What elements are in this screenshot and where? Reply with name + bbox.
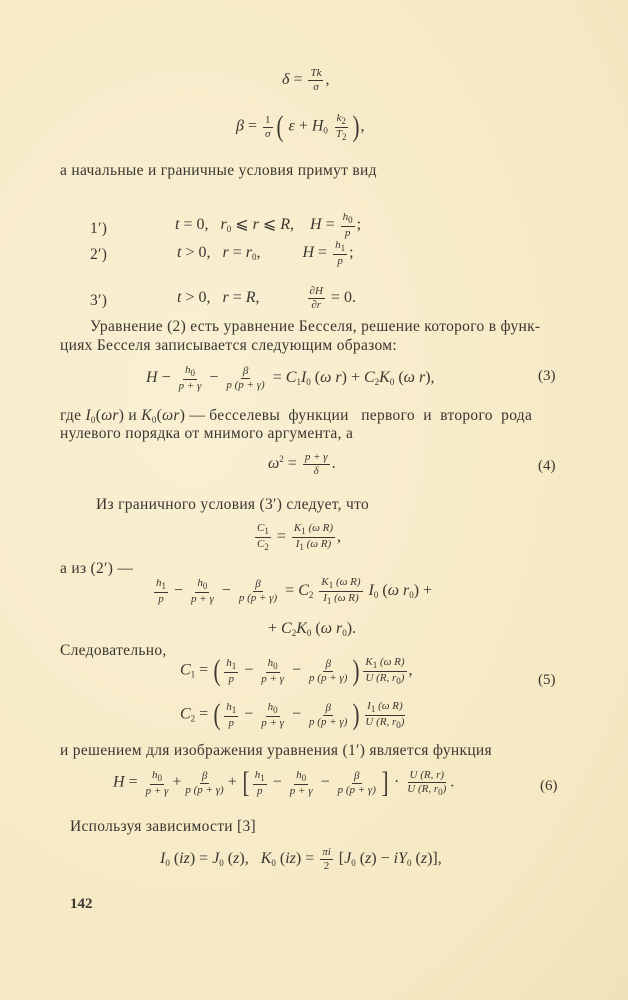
paragraph-boundary: Из граничного условия (3′) следует, что (96, 496, 370, 513)
paragraph-where-line2: нулевого порядка от мнимого аргумента, а (60, 425, 354, 442)
condition-label-3: 3′) (90, 292, 108, 309)
paragraph-solution: и решением для изображения уравнения (1′) является функция (60, 742, 492, 759)
paragraph-where-line1: где $I_0(\omega r)$ и $K_0(\omega r)$ — бесселевы функции первого и второго рода (60, 407, 533, 425)
equation-5-c2: $C_2$ = ( $\frac{h_1}{p}$ − $\frac{h_0}{p + \gamma}$ − $\frac{\beta}{p (p + \gamma)}$ ) $\frac{I_1 (\omega R)}{U (R, r_0)}$ (180, 698, 405, 731)
equation-delta: δ = $\frac{Tk}{\sigma}$ , (282, 67, 330, 93)
paragraph-intro-conditions: а начальные и граничные условия примут вид (60, 162, 377, 179)
paragraph-bessel-line1: Уравнение (2) есть уравнение Бесселя, решение которого в функ- (90, 318, 541, 335)
condition-1: t = 0, $r_0$ ⩽ r ⩽ R, H = $\frac{h_0}{p}$ ; (175, 211, 362, 239)
equation-number-3: (3) (538, 368, 556, 384)
paragraph-consequently: Следовательно, (60, 642, 167, 659)
equation-number-5: (5) (538, 672, 556, 688)
equation-bessel-relations: $I_0$ $(iz) = J_0$ (z), $K_0$ (iz) = $\frac{\pi i}{2}$ [$J_0$ $(z) - iY_0$ (z)], (160, 846, 442, 872)
equation-beta: β = $\frac{1}{\sigma}$ ( $\varepsilon + H_0$ $\frac{k_2}{T_2}$ ), (236, 110, 365, 143)
equation-5-c1: $C_1$ = ( $\frac{h_1}{p}$ − $\frac{h_0}{p + \gamma}$ − $\frac{\beta}{p (p + \gamma)}$ ) $\frac{K_1 (\omega R)}{U (R, r_0)}$ , (180, 654, 413, 687)
condition-3: t > 0, r = R, $\frac{\partial H}{\partial r}$ = 0. (177, 285, 356, 311)
equation-ratio: $\frac{C_1}{C_2}$ = $\frac{K_1 (\omega R)}{I_1 (\omega R)}$ , (257, 522, 342, 552)
condition-label-2: 2′) (90, 246, 108, 263)
condition-label-1: 1′) (90, 220, 108, 237)
page-number: 142 (70, 896, 93, 912)
equation-from2-line2: + $C_2K_0$ (ω $r_0$). (268, 620, 357, 638)
equation-6: H = $\frac{h_0}{p + \gamma}$ + $\frac{\beta}{p (p + \gamma)}$ + [ $\frac{h_1}{p}$ − $\frac{h_0}{p + \gamma}$ − $\frac{\beta}{p (p + \gamma)}$ ] · $\frac{U (R, r)}{U (R, r_0)}$ . (113, 766, 455, 799)
equation-number-4: (4) (538, 458, 556, 474)
equation-number-6: (6) (540, 778, 558, 794)
paragraph-using: Используя зависимости [3] (70, 818, 257, 835)
condition-2: t > 0, $r = r_0$, H = $\frac{h_1}{p}$ ; (177, 239, 354, 267)
paragraph-from2: а из (2′) — (60, 560, 134, 577)
paragraph-bessel-line2: циях Бесселя записывается следующим образом: (60, 337, 397, 354)
equation-from2-line1: $\frac{h_1}{p}$ − $\frac{h_0}{p + \gamma}$ − $\frac{\beta}{p (p + \gamma)}$ = $C_2$ $\frac{K_1 (\omega R)}{I_1 (\omega R)}$ $I_0$ (ω $r_0$) + (156, 576, 433, 606)
equation-4: $\omega^2$ = $\frac{p + \gamma}{\delta}$ . (268, 451, 336, 477)
equation-3: H − $\frac{h_0}{p + \gamma}$ − $\frac{\beta}{p (p + \gamma)}$ = $C_1I_0$ (ω $r) + C_2K_0$ (ω r), (146, 364, 435, 392)
